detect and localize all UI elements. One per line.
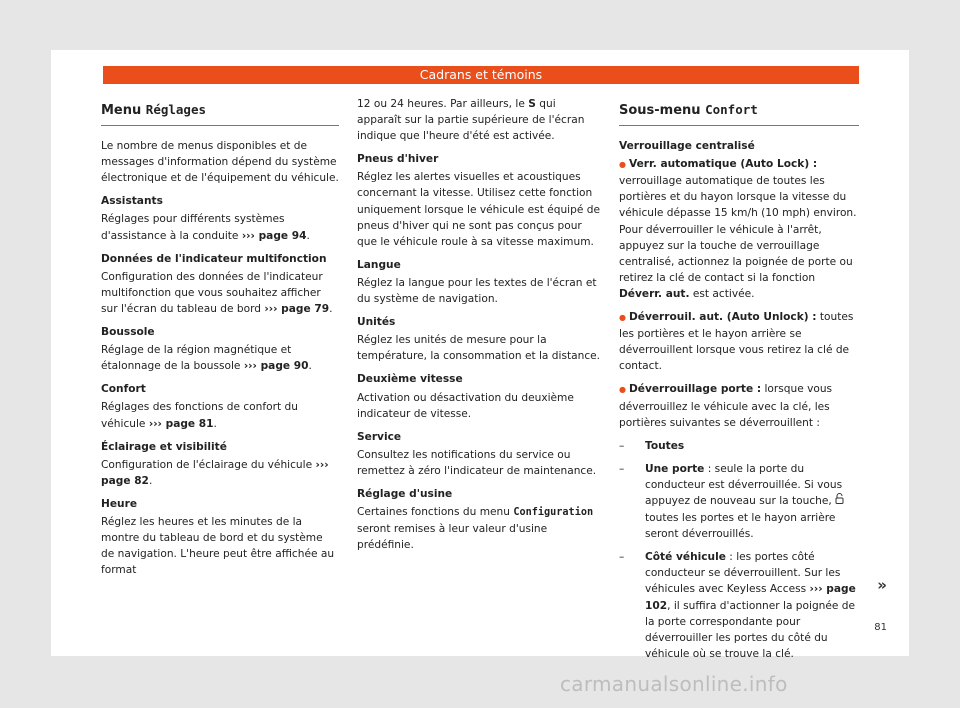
bullet-item xyxy=(619,381,859,430)
column-middle xyxy=(357,96,601,560)
dash-text-end: toutes les portes et le hayon arrière seront déverrouillés. xyxy=(645,512,836,541)
dash-text: : seule la porte du conducteur est déverrouillée. Si vous appuyez de nouveau sur la touche, xyxy=(645,462,843,507)
item-heading: Données de l'indicateur multifonction xyxy=(101,252,327,265)
item-paragraph xyxy=(101,457,339,489)
item-heading: Boussole xyxy=(101,326,155,339)
page-reference: ››› page 82 xyxy=(101,458,329,487)
bullet-label-2: Déverr. aut. xyxy=(619,287,690,300)
item-heading: Service xyxy=(357,430,402,443)
bullet-text: lorsque vous déverrouillez le véhicule avec la clé, les portières suivantes se déverrouillent : xyxy=(619,383,833,429)
continuation-text: 12 ou 24 heures. Par ailleurs, le xyxy=(357,98,525,110)
reset-menu-name: Configuration xyxy=(513,507,594,519)
page-number: 81 xyxy=(874,622,887,633)
item-heading: Heure xyxy=(101,497,138,510)
dash-text-end: , il suffira d'actionner la poignée de la porte correspondante pour déverrouiller les portes du côté du véhicule où se trouve la clé. xyxy=(645,599,856,660)
bullet-dot-icon: ● xyxy=(619,160,626,170)
bullet-label: Verr. automatique (Auto Lock) : xyxy=(628,158,818,171)
manual-page xyxy=(51,50,909,660)
item-paragraph xyxy=(101,342,339,374)
bullet-text: verrouillage automatique de toutes les portières et du hayon lorsque la vitesse du véhicule dépasse 15 km/h (10 mph) environ. Pour déverrouiller le véhicule à l'arrêt, appuyez sur la touche de verrouillage centralisé, actionnez la poignée de porte ou retirez la clé de contact si la fonction xyxy=(619,175,857,284)
bullet-label: Déverrouil. aut. (Auto Unlock) : xyxy=(628,311,817,324)
reset-heading: Réglage d'usine xyxy=(357,487,453,500)
dash-marker: – xyxy=(619,439,625,452)
dash-item xyxy=(619,438,859,454)
section-title-reglages xyxy=(101,96,339,126)
column-right xyxy=(619,96,859,669)
dash-marker: – xyxy=(619,462,625,475)
item-paragraph xyxy=(101,269,339,317)
item-paragraph: Réglez les unités de mesure pour la température, la consommation et la distance. xyxy=(357,334,601,363)
bullet-item xyxy=(619,309,859,374)
reset-text: Certaines fonctions du menu xyxy=(357,506,510,519)
dash-label: Toutes xyxy=(645,439,685,452)
dst-symbol: S xyxy=(528,98,536,110)
bullet-item xyxy=(619,156,859,302)
bullet-label: Déverrouillage porte : xyxy=(628,383,762,396)
item-paragraph: Réglez la langue pour les textes de l'écran et du système de navigation. xyxy=(357,276,597,306)
dash-item xyxy=(619,549,859,662)
page-reference: ››› page 81 xyxy=(148,417,214,430)
item-heading: Assistants xyxy=(101,195,163,208)
item-end: . xyxy=(148,474,153,487)
continue-mark: » xyxy=(877,576,887,594)
chapter-header: Cadrans et témoins xyxy=(103,66,859,84)
section-title-mono: Réglages xyxy=(145,102,207,117)
item-paragraph xyxy=(101,211,339,243)
bullet-text-2: est activée. xyxy=(692,287,755,300)
item-text: Configuration des données de l'indicateur multifonction que vous souhaitez afficher sur l'écran du tableau de bord xyxy=(101,270,323,315)
watermark: carmanualsonline.info xyxy=(560,672,788,696)
page-reference: ››› page 90 xyxy=(243,360,309,373)
item-text: Réglage de la région magnétique et étalonnage de la boussole xyxy=(101,344,292,373)
page-reference: ››› page 102 xyxy=(645,583,856,612)
item-paragraph xyxy=(101,399,339,431)
reset-paragraph xyxy=(357,504,601,553)
item-paragraph: Activation ou désactivation du deuxième indicateur de vitesse. xyxy=(357,391,574,420)
section-title-prefix: Menu xyxy=(101,103,142,118)
item-end: . xyxy=(306,229,310,242)
section-title-mono: Confort xyxy=(705,102,758,117)
sub-heading-central-locking: Verrouillage centralisé xyxy=(619,140,755,153)
section-title-confort xyxy=(619,96,859,126)
item-heading: Deuxième vitesse xyxy=(357,373,463,386)
intro-paragraph: Le nombre de menus disponibles et de messages d'information dépend du système électronique et de l'équipement du véhicule. xyxy=(101,140,339,185)
item-heading: Langue xyxy=(357,258,401,271)
bullet-dot-icon: ● xyxy=(619,385,626,395)
item-end: . xyxy=(213,417,217,430)
bullet-dot-icon: ● xyxy=(619,313,626,323)
heure-continuation xyxy=(357,96,601,144)
page-reference: ››› page 79 xyxy=(264,302,330,315)
item-paragraph: Réglez les alertes visuelles et acoustiques concernant la vitesse. Utilisez cette fonction uniquement lorsque le véhicule est équipé de pneus d'hiver qui ne sont pas conçus pour que le véhicule roule à sa vitesse maximum. xyxy=(357,171,600,248)
section-title-prefix: Sous-menu xyxy=(619,103,701,118)
continuation-text-end: qui apparaît sur la partie supérieure de l'écran indique que l'heure d'été est activée. xyxy=(357,98,585,143)
item-text: Configuration de l'éclairage du véhicule xyxy=(101,458,313,471)
dash-text: : les portes côté conducteur se déverrouillent. Sur les véhicules avec Keyless Access xyxy=(645,551,841,596)
item-heading: Éclairage et visibilité xyxy=(101,440,227,453)
dash-label: Côté véhicule xyxy=(645,551,726,564)
bullet-text: toutes les portières et le hayon arrière se déverrouillent lorsque vous retirez la clé de contact. xyxy=(619,311,854,373)
page-reference: ››› page 94 xyxy=(241,229,307,242)
item-text: Réglez les heures et les minutes de la montre du tableau de bord et du système de navigation. L'heure peut être affichée au format xyxy=(101,515,335,577)
item-paragraph: Consultez les notifications du service ou remettez à zéro l'indicateur de maintenance. xyxy=(357,448,597,477)
column-left xyxy=(101,96,339,585)
item-paragraph xyxy=(101,514,339,578)
reset-text-end: seront remises à leur valeur d'usine prédéfinie. xyxy=(357,523,548,552)
item-heading: Pneus d'hiver xyxy=(357,153,439,166)
dash-label: Une porte xyxy=(645,462,705,475)
item-heading: Unités xyxy=(357,316,396,329)
unlock-icon xyxy=(835,496,844,507)
item-heading: Confort xyxy=(101,383,146,396)
item-end: . xyxy=(329,302,333,315)
item-end: . xyxy=(308,360,312,373)
dash-marker: – xyxy=(619,551,625,564)
item-text: Réglages des fonctions de confort du véhicule xyxy=(101,401,298,430)
item-text: Réglages pour différents systèmes d'assistance à la conduite xyxy=(101,213,285,242)
dash-item xyxy=(619,461,859,542)
